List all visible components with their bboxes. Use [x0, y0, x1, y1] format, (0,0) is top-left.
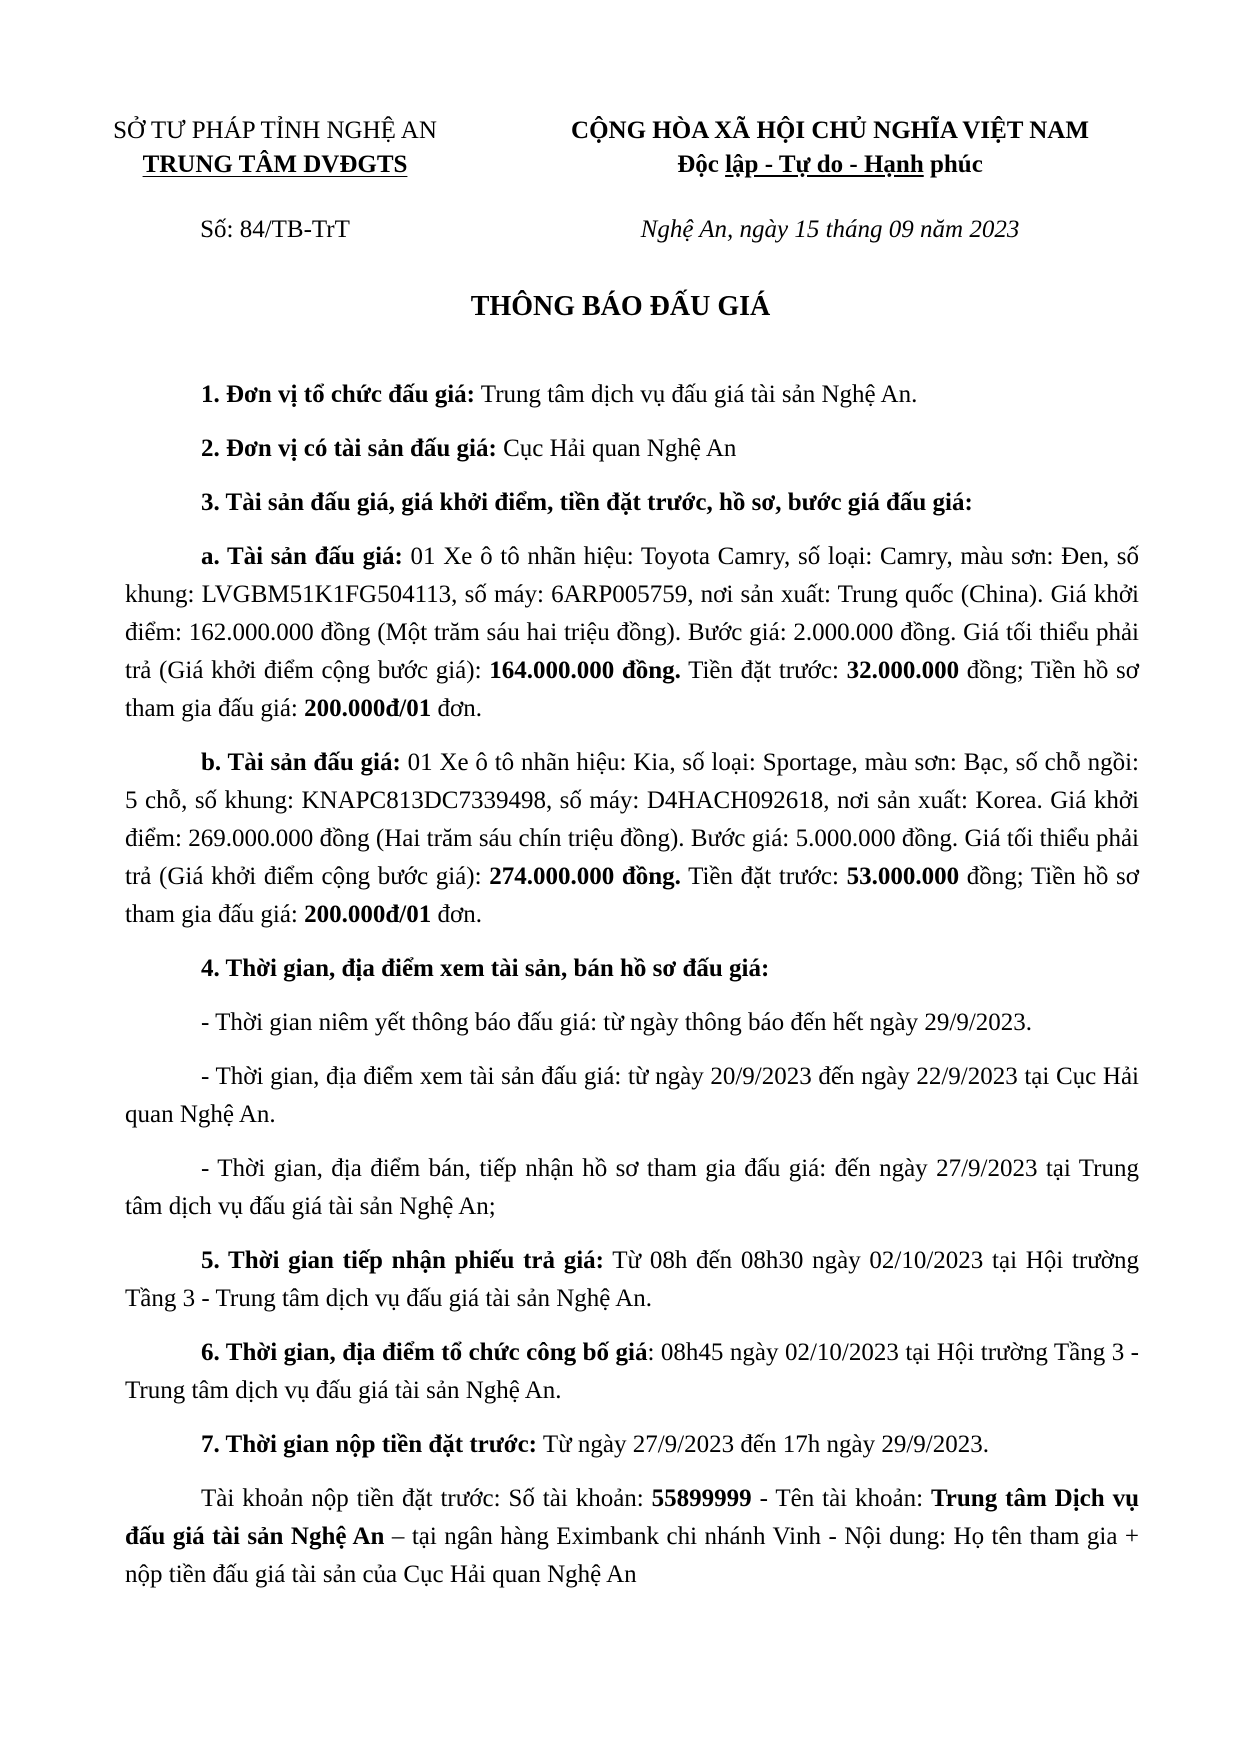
- section-1-text: Trung tâm dịch vụ đấu giá tài sản Nghệ An.: [475, 381, 918, 408]
- section-7: [125, 1426, 1139, 1464]
- issuing-agency: [70, 114, 480, 182]
- section-4: [125, 950, 1139, 988]
- section-4-label: . Thời gian, địa điểm xem tài sản, bán hồ sơ đấu giá:: [213, 955, 770, 982]
- item-a-min-price: 164.000.000 đồng.: [489, 657, 681, 684]
- account-text-1: Tài khoản nộp tiền đặt trước: Số tài khoản:: [201, 1485, 652, 1512]
- section-6-text: : 08h45 ngày 02/10/2023 tại Hội trường Tầng 3 - Trung tâm dịch vụ đấu giá tài sản Nghệ An.: [125, 1339, 1140, 1404]
- item-a-text-3: đồng; Tiền hồ sơ tham gia đấu giá:: [125, 657, 1140, 722]
- agency-name: [70, 148, 480, 182]
- item-b-text-2: Tiền đặt trước:: [680, 863, 847, 890]
- section-5: [125, 1242, 1139, 1318]
- place-date: Nghệ An, ngày 15 tháng 09 năm 2023: [640, 216, 1020, 243]
- parent-agency: SỞ TƯ PHÁP TỈNH NGHỆ AN: [113, 117, 437, 144]
- account-number: 55899999: [651, 1485, 752, 1512]
- item-a-label: a. Tài sản đấu giá:: [201, 543, 403, 570]
- section-5-label: 5. Thời gian tiếp nhận phiếu trả giá:: [201, 1247, 605, 1274]
- section-5-text: Từ 08h đến 08h30 ngày 02/10/2023 tại Hội trường Tầng 3 - Trung tâm dịch vụ đấu giá tài sản Nghệ An.: [125, 1247, 1140, 1312]
- item-a-text-1: 01 Xe ô tô nhãn hiệu: Toyota Camry, số loại: Camry, màu sơn: Đen, số khung: LVGBM51K1FG504113, số máy: 6ARP005759, nơi sản xuất: Trung quốc (China). Giá khởi điểm: 162.000.000 đồng (Một trăm sáu hai triệu đồng). Bước giá: 2.000.000 đồng. Giá tối thiểu phải trả (Giá khởi điểm cộng bước giá):: [125, 543, 1139, 684]
- section-4-bullet-1: - Thời gian niêm yết thông báo đấu giá: từ ngày thông báo đến hết ngày 29/9/2023.: [201, 1009, 1033, 1036]
- section-1-label: 1. Đơn vị tổ chức đấu giá:: [201, 381, 475, 408]
- section-4-number: 4: [201, 955, 214, 982]
- item-a-text-2: Tiền đặt trước:: [680, 657, 847, 684]
- item-a-fee: 200.000đ/01: [304, 695, 432, 722]
- item-a: [125, 538, 1139, 728]
- item-b-deposit: 53.000.000: [846, 863, 960, 890]
- item-b: [125, 744, 1139, 934]
- motto-part-3: phúc: [923, 151, 983, 178]
- agency-name-text: TRUNG TÂM DVĐGTS: [142, 151, 408, 178]
- national-motto: [520, 114, 1140, 182]
- section-6: [125, 1334, 1139, 1410]
- item-b-min-price: 274.000.000 đồng.: [489, 863, 681, 890]
- document-title: THÔNG BÁO ĐẤU GIÁ: [470, 291, 771, 322]
- account-name: Trung tâm Dịch vụ đấu giá tài sản Nghệ An: [125, 1485, 1139, 1550]
- section-3-label: 3. Tài sản đấu giá, giá khởi điểm, tiền đặt trước, hồ sơ, bước giá đấu giá:: [201, 489, 973, 516]
- deposit-account: [125, 1480, 1139, 1594]
- item-b-text-3: đồng; Tiền hồ sơ tham gia đấu giá:: [125, 863, 1140, 928]
- account-text-3: – tại ngân hàng Eximbank chi nhánh Vinh - Nội dung: Họ tên tham gia + nộp tiền đấu giá tài sản của Cục Hải quan Nghệ An: [125, 1523, 1139, 1588]
- item-b-text-4: đơn.: [431, 901, 482, 928]
- motto: [520, 148, 1140, 182]
- section-2-label: 2. Đơn vị có tài sản đấu giá:: [201, 435, 497, 462]
- section-2-text: Cục Hải quan Nghệ An: [496, 435, 737, 462]
- country-name: CỘNG HÒA XÃ HỘI CHỦ NGHĨA VIỆT NAM: [571, 117, 1089, 144]
- section-1: [125, 376, 1139, 414]
- motto-part-2: lập - Tự do - Hạnh: [725, 151, 924, 178]
- item-b-fee: 200.000đ/01: [304, 901, 432, 928]
- section-4-bullet-3: - Thời gian, địa điểm bán, tiếp nhận hồ sơ tham gia đấu giá: đến ngày 27/9/2023 tại Trung tâm dịch vụ đấu giá tài sản Nghệ An;: [125, 1155, 1139, 1220]
- section-7-text: Từ ngày 27/9/2023 đến 17h ngày 29/9/2023.: [537, 1431, 989, 1458]
- account-text-2: - Tên tài khoản:: [751, 1485, 931, 1512]
- document-body: [125, 376, 1139, 1610]
- item-b-label: b. Tài sản đấu giá:: [201, 749, 401, 776]
- item-a-deposit: 32.000.000: [846, 657, 960, 684]
- section-4-bullet-2: - Thời gian, địa điểm xem tài sản đấu giá: từ ngày 20/9/2023 đến ngày 22/9/2023 tại Cục Hải quan Nghệ An.: [125, 1063, 1139, 1128]
- section-2: [125, 430, 1139, 468]
- reference-number: Số: 84/TB-TrT: [200, 216, 350, 243]
- section-6-label: 6. Thời gian, địa điểm tổ chức công bố giá: [201, 1339, 648, 1366]
- item-b-text-1: 01 Xe ô tô nhãn hiệu: Kia, số loại: Sportage, màu sơn: Bạc, số chỗ ngồi: 5 chỗ, số khung: KNAPC813DC7339498, số máy: D4HACH092618, nơi sản xuất: Korea. Giá khởi điểm: 269.000.000 đồng (Hai trăm sáu chín triệu đồng). Bước giá: 5.000.000 đồng. Giá tối thiểu phải trả (Giá khởi điểm cộng bước giá):: [125, 749, 1139, 890]
- item-a-text-4: đơn.: [431, 695, 482, 722]
- section-3: [125, 484, 1139, 522]
- motto-part-1: Độc: [677, 151, 726, 178]
- section-7-label: 7. Thời gian nộp tiền đặt trước:: [201, 1431, 538, 1458]
